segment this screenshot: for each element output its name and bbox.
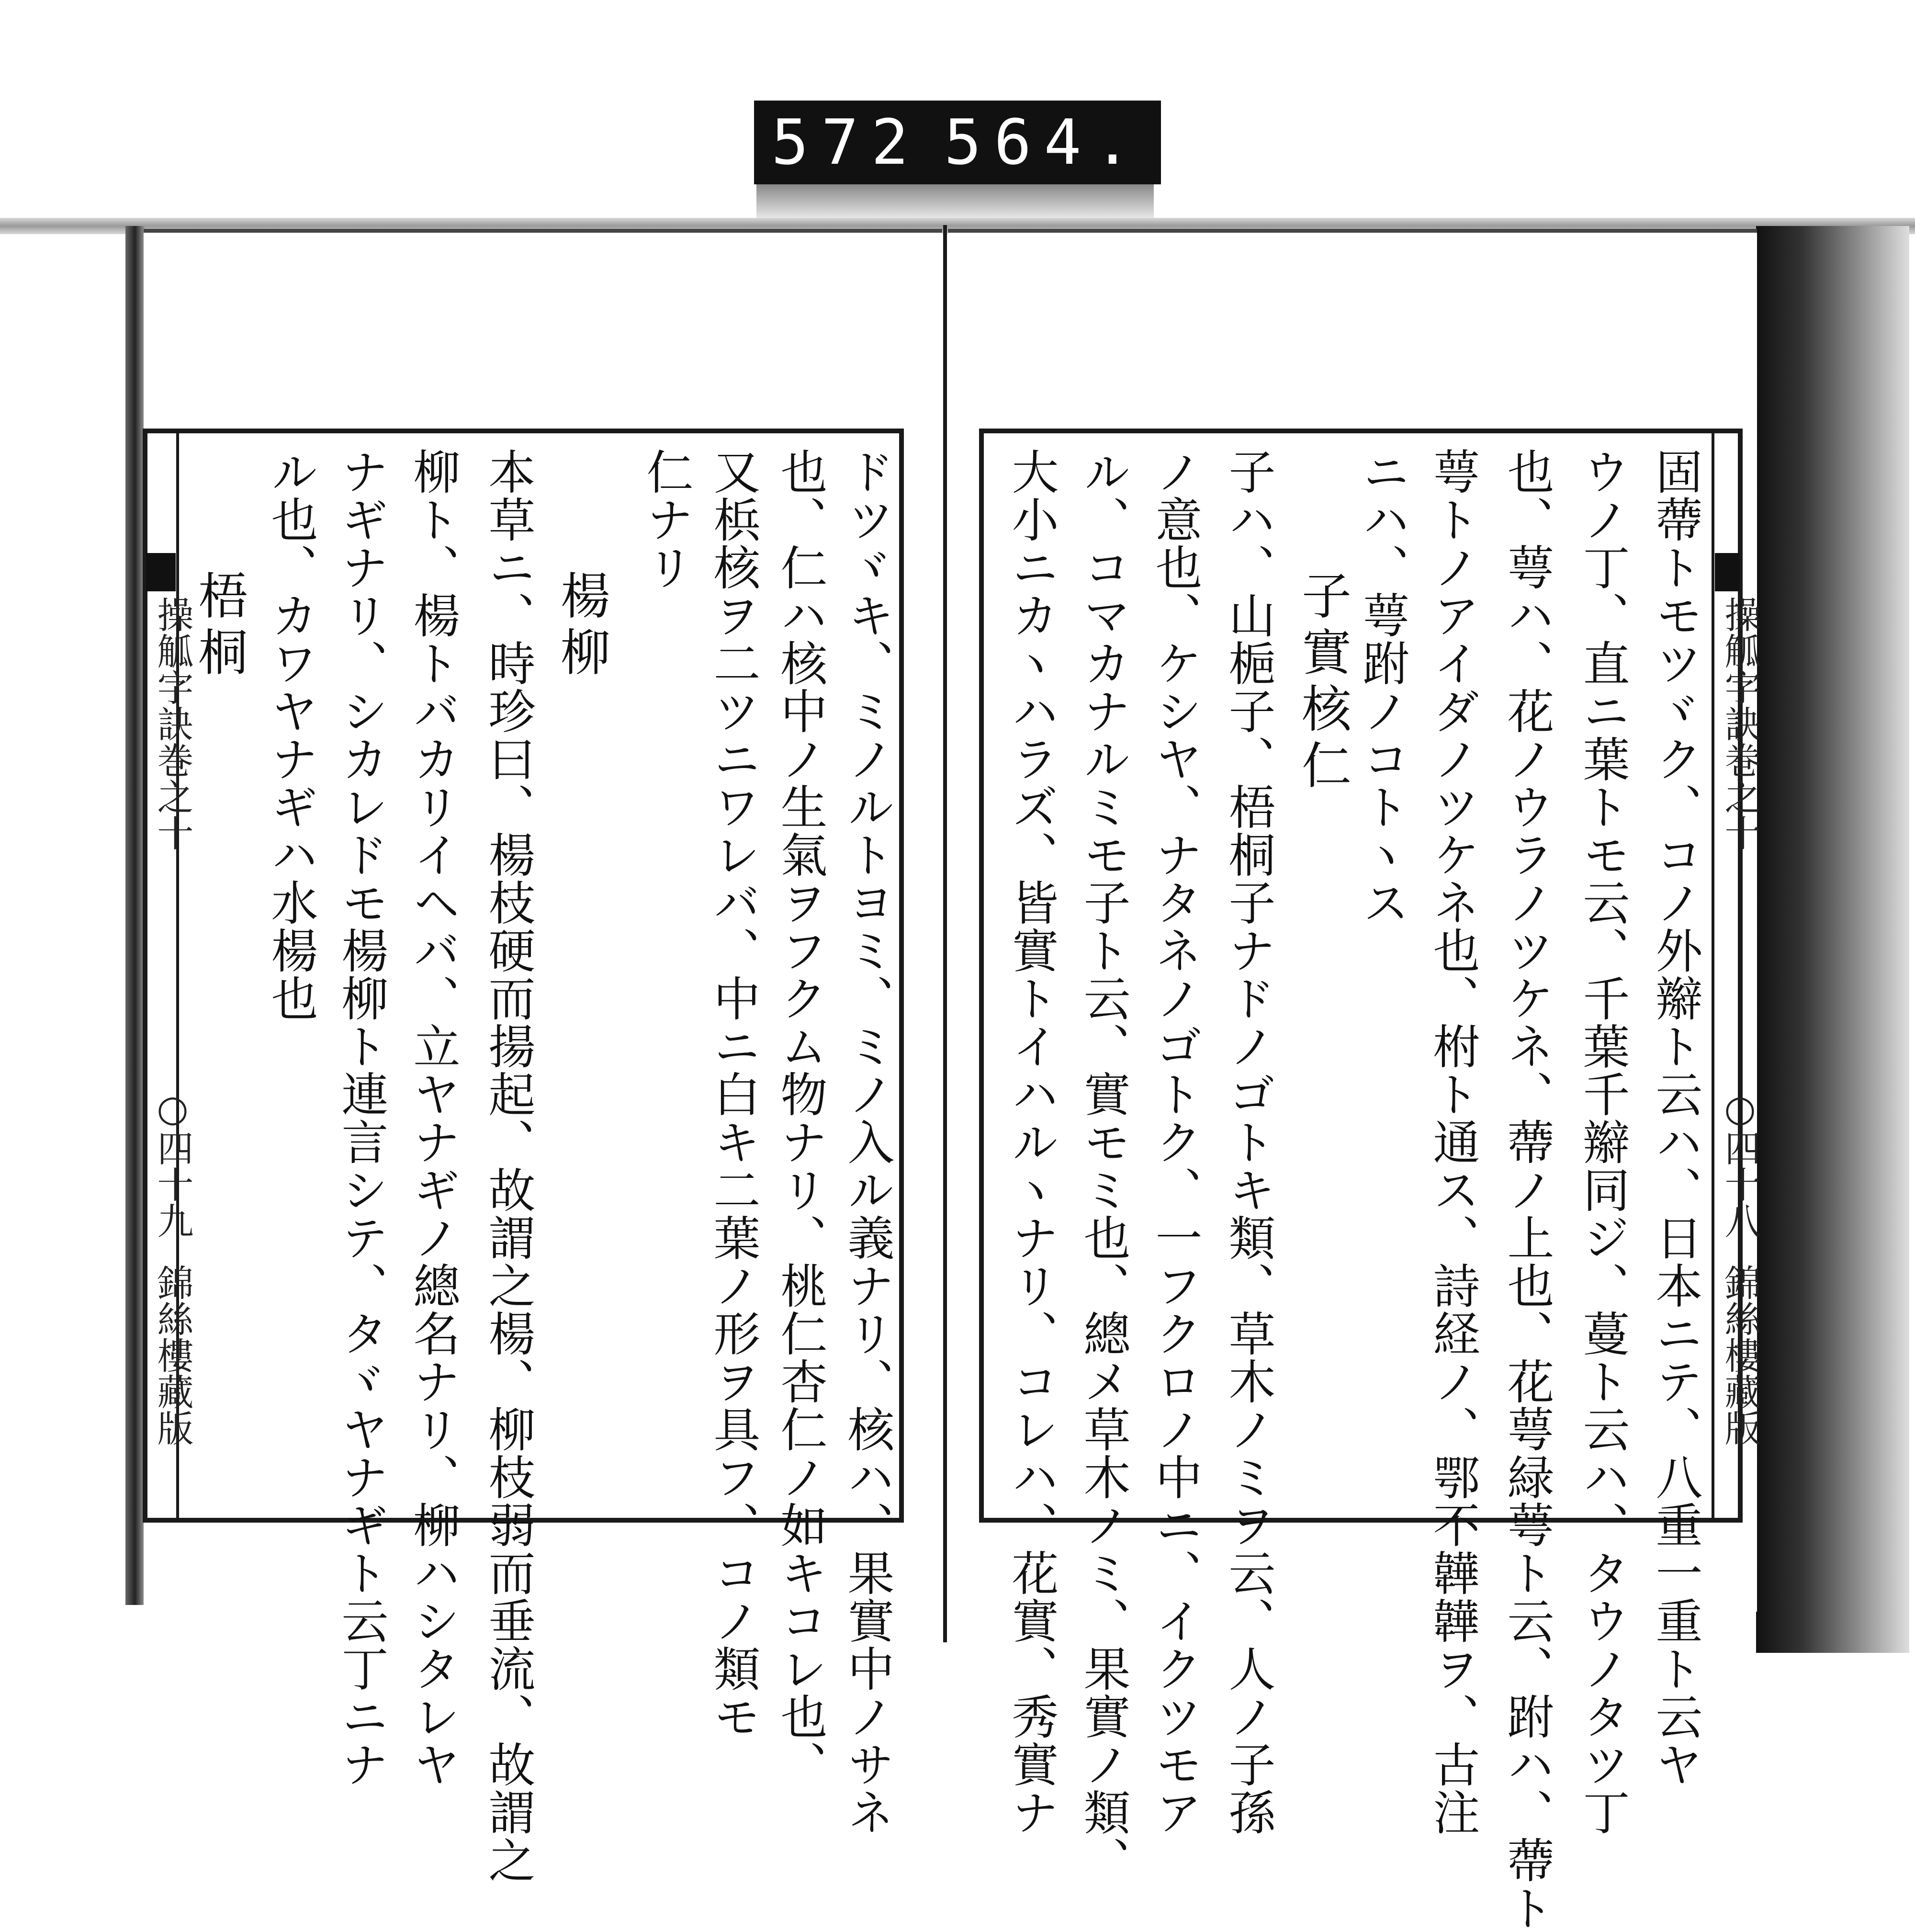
- right-text-column-1: 固蔕トモツヾク、コノ外辮ト云ハ、日本ニテ、八重一重ト云ヤ: [1648, 448, 1702, 1788]
- left-text-column-6: 柳ト、楊トバカリイヘバ、立ヤナギノ總名ナリ、柳ハシタレヤ: [406, 448, 460, 1788]
- right-text-column-5: ニハ、萼跗ノコトヽス: [1355, 448, 1409, 926]
- left-fishtail-mark: [146, 553, 176, 591]
- right-text-column-8: ル、コマカナルミモ子ト云、實モミ也、總メ草木ノミ、果實ノ類、: [1076, 448, 1130, 1884]
- left-margin-title: 操觚字訣巻之十: [151, 596, 194, 851]
- left-heading-yoryu: 楊柳: [552, 570, 610, 683]
- right-fishtail-mark: [1715, 553, 1740, 591]
- right-publisher: 錦絲樓藏版: [1719, 1264, 1761, 1446]
- archive-number-right: 564.: [944, 106, 1144, 179]
- right-text-column-4: 萼トノアイダノツケネ也、柎ト通ス、詩経ノ、鄂不韡韡ヲ、古注: [1425, 448, 1480, 1836]
- left-text-column-2: 也、仁ハ核中ノ生氣ヲフクム物ナリ、桃仁杏仁ノ如キコレ也、: [773, 448, 827, 1788]
- right-text-column-6: 子ハ、山梔子、梧桐子ナドノゴトキ類、草木ノミヲ云、人ノ子孫: [1221, 448, 1275, 1836]
- left-text-column-8: ル也、カワヤナギハ水楊也: [263, 448, 318, 1022]
- left-text-column-1: ドツヾキ、ミノルトヨミ、ミノ入ル義ナリ、核ハ、果實中ノサネ: [840, 448, 894, 1836]
- left-folio-number: ○四十九: [151, 1087, 194, 1239]
- left-heading-goto: 梧桐: [190, 570, 248, 683]
- left-text-column-3: 又梹核ヲ二ツニワレバ、中ニ白キ二葉ノ形ヲ具フ、コノ類モ: [706, 448, 760, 1740]
- right-text-column-2: ウノ丁、直ニ葉トモ云、千葉千辮同ジ、蔓ト云ハ、タウノタツ丁: [1575, 448, 1630, 1836]
- archive-number-left: 572: [771, 106, 921, 179]
- left-text-column-7: ナギナリ、シカレドモ楊柳ト連言シテ、タヾヤナギト云丁ニナ: [334, 448, 388, 1788]
- archive-number-label: [754, 101, 1161, 184]
- left-publisher: 錦絲樓藏版: [151, 1264, 194, 1446]
- right-margin-title: 操觚字訣巻之十: [1719, 596, 1761, 851]
- left-cover-edge: [125, 226, 145, 1605]
- right-cover-edge: [1756, 226, 1909, 1653]
- right-text-column-3: 也、萼ハ、花ノウラノツケネ、蔕ノ上也、花萼緑萼ト云、跗ハ、蔕ト: [1499, 448, 1554, 1932]
- book-gutter: [943, 225, 947, 1642]
- right-text-column-7: ノ意也、ケシヤ、ナタネノゴトク、一フクロノ中ニ、イクツモア: [1148, 448, 1202, 1836]
- left-text-column-4: 仁ナリ: [639, 448, 693, 591]
- right-heading-shijitsu-kakujin: 子實核仁: [1293, 570, 1352, 796]
- right-folio-number: ○四十八: [1719, 1087, 1761, 1239]
- right-text-column-9: 大小ニカヽハラズ、皆實トイハルヽナリ、コレハ、花實、秀實ナ: [1004, 448, 1059, 1836]
- label-tab: [756, 184, 1154, 218]
- left-text-column-5: 本草ニ、時珍曰、楊枝硬而揚起、故謂之楊、柳枝弱而垂流、故謂之: [481, 448, 535, 1884]
